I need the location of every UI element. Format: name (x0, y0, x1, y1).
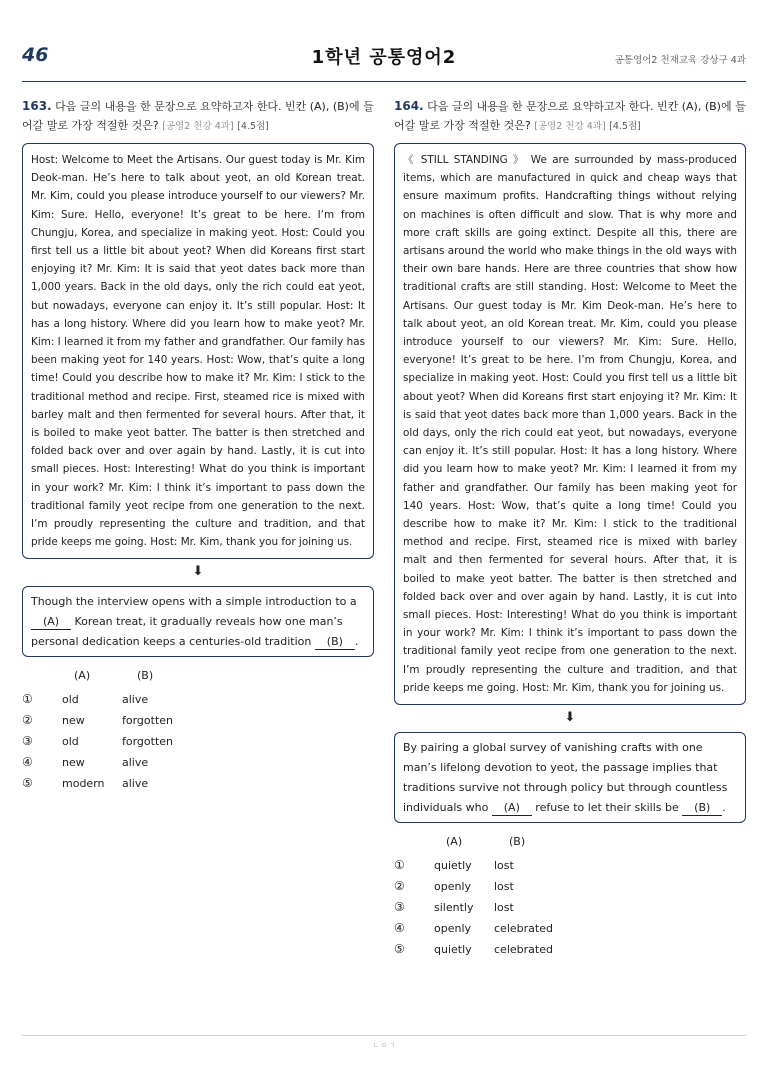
choice-2[interactable] (22, 710, 374, 731)
choice-b: forgotten (122, 735, 174, 749)
choice-4[interactable] (394, 918, 746, 939)
question-number: 164. (394, 99, 424, 113)
choice-number: ④ (394, 921, 405, 936)
choice-a: new (62, 714, 85, 728)
page-subtitle: 공통영어2 천재교육 강상구 4과 (614, 55, 746, 66)
summary-text-3: . (722, 801, 726, 815)
choice-2[interactable] (394, 876, 746, 897)
summary-box (22, 586, 374, 657)
column-a-label: (A) (446, 835, 463, 849)
choice-b: lost (494, 880, 514, 894)
question-header (394, 97, 746, 137)
choice-a: modern (62, 777, 105, 791)
choices-header (22, 669, 374, 689)
blank-b: (B) (315, 634, 355, 650)
choice-b: alive (122, 777, 149, 791)
question-163 (22, 97, 374, 794)
blank-b: (B) (682, 800, 722, 816)
question-source: [공영2 천강 4과] (162, 121, 234, 132)
choice-number: ③ (394, 900, 405, 915)
summary-text-1: By pairing a global survey of vanishing crafts with one man’s lifelong devotion to yeot, the passage implies that traditions survive not through policy but through countless individuals who (403, 741, 728, 815)
page-number: 46 (22, 44, 49, 66)
passage-box: Host: Welcome to Meet the Artisans. Our guest today is Mr. Kim Deok-man. He’s here to talk about yeot, an old Korean treat. Mr. Kim, could you please introduce yourself to our viewers? Mr. Kim: Sure. Hello, everyone! It’s great to be here. I’m from Chungju, Korea, and specialize in making yeot. Host: Could you first tell us a little bit about yeot? When did Koreans first start enjoying it? Mr. Kim: It is said that yeot dates back more than 1,000 years. Back in the old days, only the rich could eat yeot, but nowadays, everyone can enjoy it. It’s still popular. Host: It has a long history. Where did you learn how to make yeot? Mr. Kim: I learned it from my father and grandfather. Our family has been making yeot for 140 years. Host: Wow, that’s quite a long time! Could you describe how to make it? Mr. Kim: I stick to the traditional method and recipe. First, steamed rice is mixed with barley malt and then fermented for several hours. After that, it is boiled to make yeot batter. The batter is then stretched and folded back over and over again by hand. Lastly, it is cut into small pieces. Host: Interesting! What do you think is important in your work? Mr. Kim: I think it’s important to pass down the traditional family yeot recipe from one generation to the next. I’m proudly representing the culture and tradition, and that pride keeps me going. Host: Mr. Kim, thank you for joining us. (22, 143, 374, 559)
choice-1[interactable] (22, 689, 374, 710)
choice-3[interactable] (394, 897, 746, 918)
column-a-label: (A) (74, 669, 91, 683)
summary-box (394, 732, 746, 823)
page-footer (22, 1035, 746, 1050)
blank-a: (A) (492, 800, 532, 816)
question-header (22, 97, 374, 137)
choice-number: ① (394, 858, 405, 873)
choice-number: ④ (22, 755, 33, 770)
choice-a: quietly (434, 859, 472, 873)
choice-1[interactable] (394, 855, 746, 876)
choice-a: openly (434, 922, 472, 936)
choice-number: ② (394, 879, 405, 894)
choice-b: celebrated (494, 943, 553, 957)
choice-b: alive (122, 756, 149, 770)
choice-number: ③ (22, 734, 33, 749)
question-source: [공영2 천강 4과] (534, 121, 606, 132)
choice-a: old (62, 735, 79, 749)
summary-text-1: Though the interview opens with a simple introduction to a (31, 595, 357, 609)
blank-a: (A) (31, 614, 71, 630)
summary-text-3: . (354, 635, 359, 649)
question-points: [4.5점] (609, 121, 641, 132)
choice-5[interactable] (394, 939, 746, 960)
passage-box: 《 STILL STANDING 》 We are surrounded by mass-produced items, which are manufactured in quick and cheap ways that ensure maximum profits. Handcrafting things without relying on machines is often difficult and slow. That is why more and more craft skills are going extinct. Despite all this, there are artisans around the world who make things in the old ways with their own bare hands. Here are three countries that show how traditional crafts are still standing. Host: Welcome to Meet the Artisans. Our guest today is Mr. Kim Deok-man. He’s here to talk about yeot, an old Korean treat. Mr. Kim, could you please introduce yourself to our viewers? Mr. Kim: Sure. Hello, everyone! It’s great to be here. I’m from Chungju, Korea, and specialize in making yeot. Host: Could you first tell us a little bit about yeot? When did Koreans first start enjoying it? Mr. Kim: It is said that yeot dates back more than 1,000 years. Back in the old days, only the rich could eat yeot, but nowadays, everyone can enjoy it. It’s still popular. Host: It has a long history. Where did you learn how to make yeot? Mr. Kim: I learned it from my father and grandfather. Our family has been making yeot for 140 years. Host: Wow, that’s quite a long time! Could you describe how to make it? Mr. Kim: I stick to the traditional method and recipe. First, steamed rice is mixed with barley malt and then fermented for several hours. After that, it is boiled to make yeot batter. The batter is then stretched and folded back over and over again by hand. Lastly, it is cut into small pieces. Host: Interesting! What do you think is important in your work? Mr. Kim: I think it’s important to pass down the traditional family yeot recipe from one generation to the next. I’m proudly representing the culture and tradition, and that pride keeps me going. Host: Mr. Kim, thank you for joining us. (394, 143, 746, 705)
choice-a: new (62, 756, 85, 770)
answer-choices (394, 835, 746, 960)
choice-number: ① (22, 692, 33, 707)
question-points: [4.5점] (237, 121, 269, 132)
down-arrow-icon: ⬇ (192, 564, 204, 580)
choice-a: silently (434, 901, 474, 915)
down-arrow-icon: ⬇ (564, 710, 576, 726)
page-title: 1학년 공통영어2 (311, 47, 457, 68)
summary-text-2: Korean treat, it gradually reveals how one man’s personal dedication keeps a centuries-old tradition (31, 615, 343, 649)
choices-header (394, 835, 746, 855)
choice-3[interactable] (22, 731, 374, 752)
column-b-label: (B) (509, 835, 526, 849)
footer-mark: ㄴㅇㄱ (372, 1041, 396, 1050)
choice-b: lost (494, 901, 514, 915)
choice-5[interactable] (22, 773, 374, 794)
choice-number: ⑤ (22, 776, 33, 791)
column-b-label: (B) (137, 669, 154, 683)
choice-a: openly (434, 880, 472, 894)
question-164 (394, 97, 746, 960)
page-header (22, 40, 746, 82)
summary-text-2: refuse to let their skills be (531, 801, 683, 815)
choice-b: celebrated (494, 922, 553, 936)
choice-b: lost (494, 859, 514, 873)
choice-a: quietly (434, 943, 472, 957)
question-prompt: 다음 글의 내용을 한 문장으로 요약하고자 한다. 빈칸 (A), (B)에 들어갈 말로 가장 적절한 것은? (394, 100, 746, 132)
choice-number: ② (22, 713, 33, 728)
answer-choices (22, 669, 374, 794)
choice-a: old (62, 693, 79, 707)
question-number: 163. (22, 99, 52, 113)
choice-b: forgotten (122, 714, 174, 728)
choice-number: ⑤ (394, 942, 405, 957)
choice-4[interactable] (22, 752, 374, 773)
question-prompt: 다음 글의 내용을 한 문장으로 요약하고자 한다. 빈칸 (A), (B)에 들어갈 말로 가장 적절한 것은? (22, 100, 374, 132)
choice-b: alive (122, 693, 149, 707)
